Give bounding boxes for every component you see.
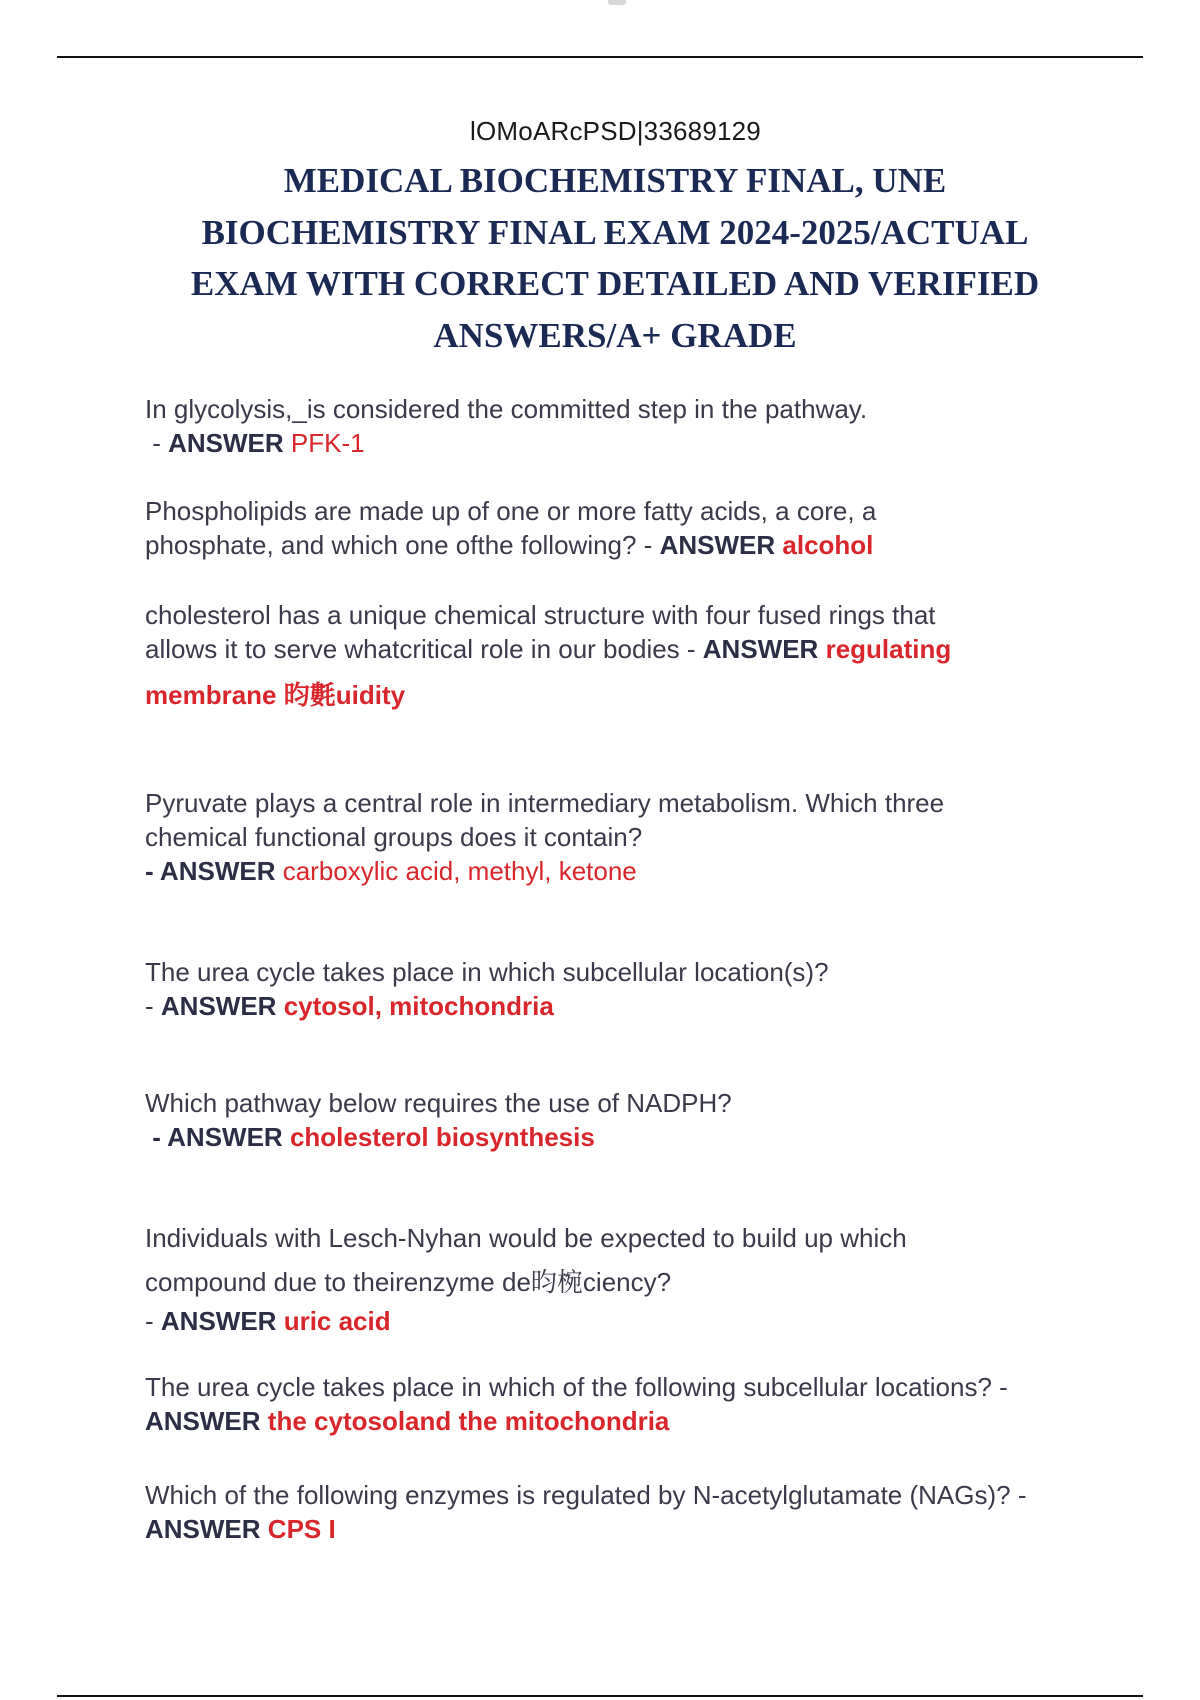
answer-line xyxy=(145,528,1095,562)
answer-text: CPS I xyxy=(267,1514,336,1544)
question-text: Phospholipids are made up of one or more fatty acids, a core, a xyxy=(145,496,877,526)
answer-label: ANSWER xyxy=(160,1306,277,1336)
answer-label: ANSWER xyxy=(659,530,776,560)
answer-line xyxy=(145,632,1095,666)
qa-item xyxy=(145,786,1095,888)
answer-text: PFK-1 xyxy=(290,428,365,458)
answer-line xyxy=(145,1512,1125,1546)
question-text: phosphate, and which one ofthe following? - xyxy=(145,530,660,560)
question-text: The urea cycle takes place in which of the following subcellular locations? - xyxy=(145,1372,1008,1402)
question-text: Pyruvate plays a central role in intermediary metabolism. Which three xyxy=(145,788,945,818)
answer-text: alcohol xyxy=(782,530,874,560)
qa-item xyxy=(145,494,1095,562)
answer-line xyxy=(145,1404,1125,1438)
answer-text: regulating xyxy=(825,634,952,664)
answer-line xyxy=(145,989,1095,1023)
qa-item xyxy=(145,955,1095,1023)
answer-text: cholesterol biosynthesis xyxy=(289,1122,595,1152)
title-line: EXAM WITH CORRECT DETAILED AND VERIFIED xyxy=(190,264,1040,303)
answer-text: membrane 昀氀uidity xyxy=(145,680,406,710)
qa-item xyxy=(145,1370,1125,1438)
answer-text: the cytosoland the mitochondria xyxy=(267,1406,670,1436)
qa-item xyxy=(145,1216,1095,1338)
answer-text: carboxylic acid, methyl, ketone xyxy=(282,856,637,886)
qa-item xyxy=(145,598,1095,712)
answer-label: ANSWER xyxy=(159,856,276,886)
title-line: BIOCHEMISTRY FINAL EXAM 2024-2025/ACTUAL xyxy=(201,212,1029,252)
answer-label: ANSWER xyxy=(160,991,277,1021)
bottom-divider xyxy=(57,1695,1143,1697)
page-top-mark xyxy=(608,0,626,5)
answer-dash: - xyxy=(145,1306,161,1336)
question-text: In glycolysis,_is considered the committed step in the pathway. xyxy=(145,394,868,424)
question-text: The urea cycle takes place in which subcellular location(s)? xyxy=(145,957,829,987)
answer-label: ANSWER xyxy=(702,634,819,664)
answer-label: ANSWER xyxy=(167,1122,283,1152)
answer-dash: - xyxy=(145,856,160,886)
answer-dash: - xyxy=(145,1122,168,1152)
qa-item xyxy=(145,1478,1125,1546)
qa-item xyxy=(145,1086,1095,1154)
answer-line xyxy=(145,1120,1095,1154)
answer-label: ANSWER xyxy=(145,1406,261,1436)
answer-label: ANSWER xyxy=(145,1514,261,1544)
answer-text: cytosol, mitochondria xyxy=(283,991,554,1021)
answer-dash: - xyxy=(145,428,169,458)
answer-line xyxy=(145,426,1095,460)
title-line: ANSWERS/A+ GRADE xyxy=(433,315,797,355)
answer-text: uric acid xyxy=(283,1306,391,1336)
question-text: Which pathway below requires the use of NADPH? xyxy=(145,1088,732,1118)
answer-line xyxy=(145,854,1095,888)
question-text: compound due to theirenzyme de昀椀ciency? xyxy=(145,1267,672,1297)
document-id: lOMoARcPSD|33689129 xyxy=(470,116,761,146)
question-text: cholesterol has a unique chemical structure with four fused rings that xyxy=(145,600,936,630)
question-text: Individuals with Lesch-Nyhan would be expected to build up which xyxy=(145,1223,907,1253)
question-text: allows it to serve whatcritical role in our bodies - xyxy=(145,634,703,664)
answer-label: ANSWER xyxy=(168,428,284,458)
qa-item xyxy=(145,392,1095,460)
question-text: chemical functional groups does it contain? xyxy=(145,822,643,852)
title-line: MEDICAL BIOCHEMISTRY FINAL, UNE xyxy=(283,161,947,200)
document-title xyxy=(120,155,1110,361)
answer-dash: - xyxy=(145,991,161,1021)
top-divider xyxy=(57,56,1143,58)
answer-line xyxy=(145,1304,1095,1338)
question-text: Which of the following enzymes is regulated by N-acetylglutamate (NAGs)? - xyxy=(145,1480,1027,1510)
